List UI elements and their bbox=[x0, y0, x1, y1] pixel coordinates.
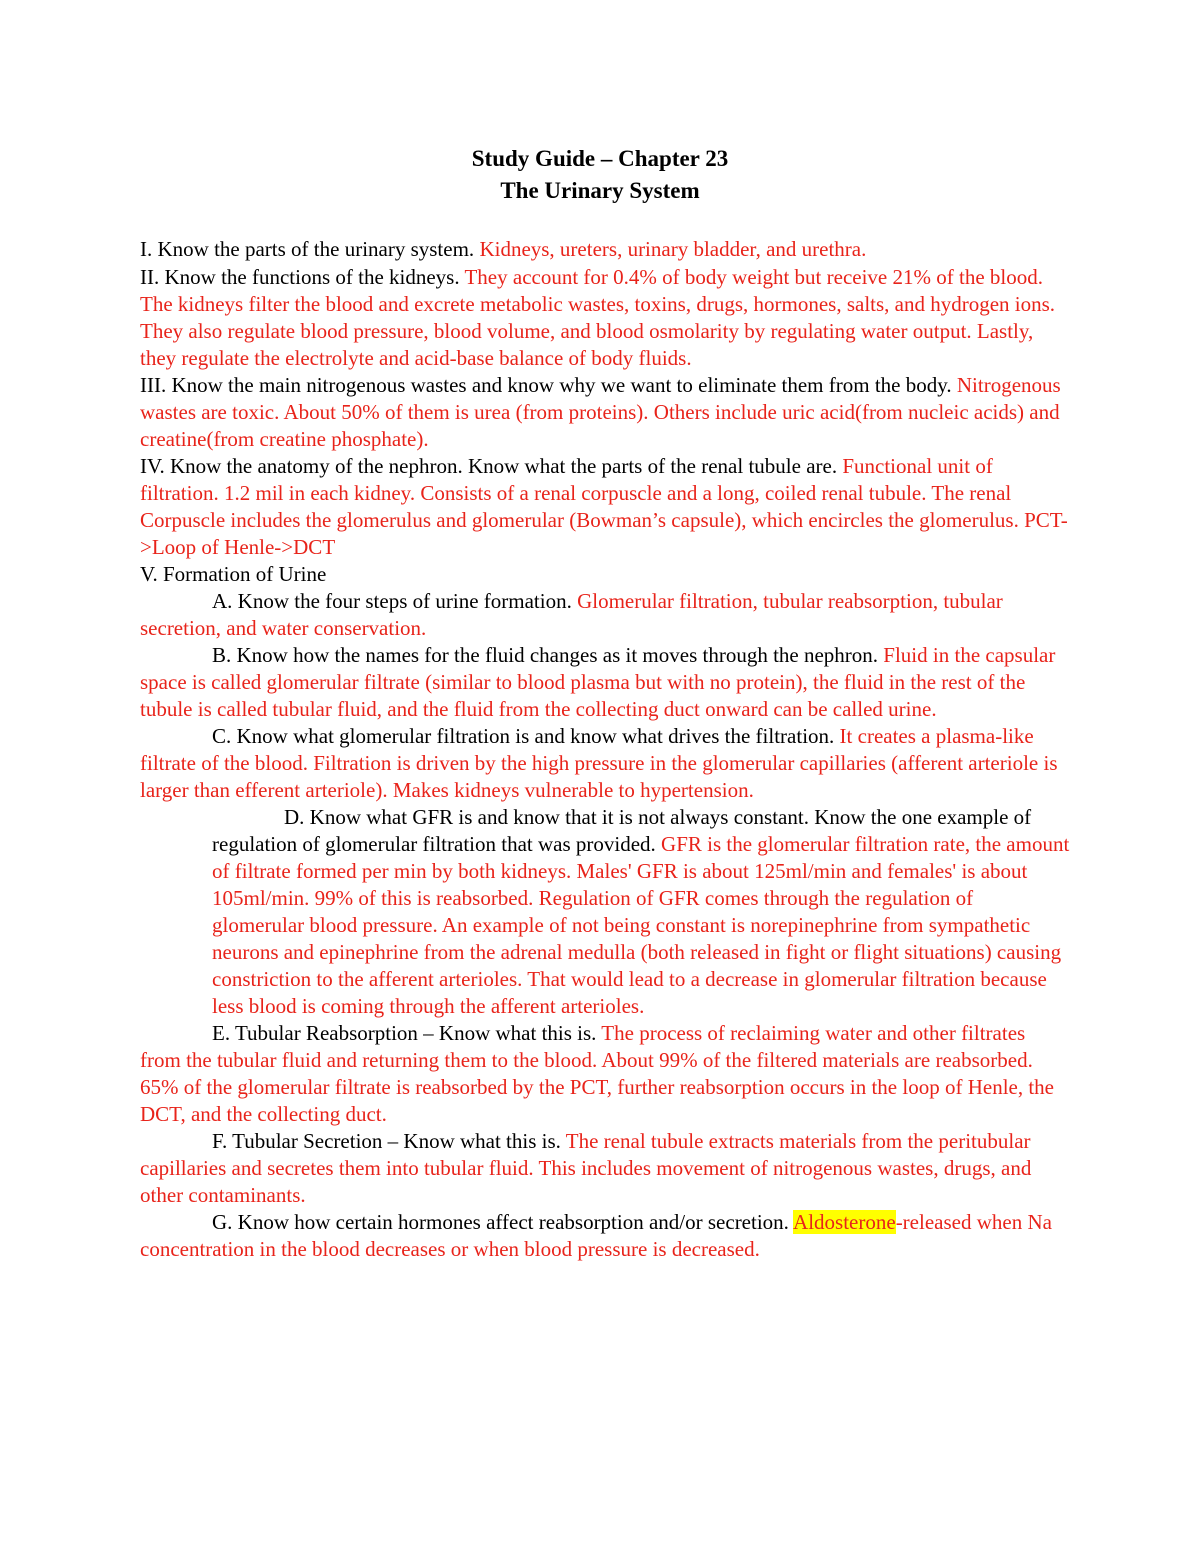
document-title: Study Guide – Chapter 23 bbox=[471, 146, 729, 171]
question-5e: E. Tubular Reabsorption – Know what this is. bbox=[212, 1021, 602, 1045]
question-5d: D. Know what GFR is and know that it is not always constant. Know the one example of regulation of glomerular filtration that was provided. bbox=[212, 805, 1032, 856]
question-5c: C. Know what glomerular filtration is and know what drives the filtration. bbox=[212, 724, 840, 748]
answer-5b: Fluid in the capsular space is called glomerular filtrate (similar to blood plasma but with no protein), the fluid in the rest of the tubule is called tubular fluid, and the fluid from the collecting duct onward can be called urine. bbox=[140, 643, 1056, 721]
subsection-a bbox=[140, 588, 1070, 642]
document-subtitle: The Urinary System bbox=[500, 178, 700, 203]
subsection-f bbox=[140, 1128, 1070, 1209]
answer-1: Kidneys, ureters, urinary bladder, and urethra. bbox=[479, 237, 867, 261]
answer-3: Nitrogenous wastes are toxic. About 50% of them is urea (from proteins). Others include uric acid(from nucleic acids) and creatine(from creatine phosphate). bbox=[140, 373, 1061, 451]
answer-5f: The renal tubule extracts materials from the peritubular capillaries and secretes them into tubular fluid. This includes movement of nitrogenous wastes, drugs, and other contaminants. bbox=[140, 1129, 1032, 1207]
question-1: I. Know the parts of the urinary system. bbox=[140, 237, 480, 261]
answer-5a: Glomerular filtration, tubular reabsorption, tubular secretion, and water conservation. bbox=[140, 589, 1003, 640]
subsection-d bbox=[140, 804, 1070, 1020]
subsection-e bbox=[140, 1020, 1070, 1128]
answer-5g: -released when Na concentration in the blood decreases or when blood pressure is decreased. bbox=[140, 1210, 1052, 1261]
answer-4: Functional unit of filtration. 1.2 mil in each kidney. Consists of a renal corpuscle and a long, coiled renal tubule. The renal Corpuscle includes the glomerulus and glomerular (Bowman’s capsule), which encircles the glomerulus. PCT->Loop of Henle->DCT bbox=[140, 454, 1068, 559]
answer-5d: GFR is the glomerular filtration rate, the amount of filtrate formed per min by both kidneys. Males' GFR is about 125ml/min and females' is about 105ml/min. 99% of this is reabsorbed. Regulation of GFR comes through the regulation of glomerular blood pressure. An example of not being constant is norepinephrine from sympathetic neurons and epinephrine from the adrenal medulla (both released in fight or flight situations) causing constriction to the afferent arterioles. That would lead to a decrease in glomerular filtration because less blood is coming through the afferent arterioles. bbox=[212, 832, 1070, 1018]
subsection-g bbox=[140, 1209, 1070, 1263]
section-3 bbox=[140, 372, 1070, 453]
section-4 bbox=[140, 453, 1070, 561]
section-2 bbox=[140, 264, 1070, 372]
subsection-c bbox=[140, 723, 1070, 804]
question-4: IV. Know the anatomy of the nephron. Know what the parts of the renal tubule are. bbox=[140, 454, 843, 478]
question-5g: G. Know how certain hormones affect reabsorption and/or secretion. bbox=[212, 1210, 794, 1234]
document-body bbox=[140, 236, 1070, 1263]
answer-5c: It creates a plasma-like filtrate of the blood. Filtration is driven by the high pressure in the glomerular capillaries (afferent arteriole is larger than efferent arteriole). Makes kidneys vulnerable to hypertension. bbox=[140, 724, 1058, 802]
section-1 bbox=[140, 236, 1070, 263]
answer-2: They account for 0.4% of body weight but receive 21% of the blood. The kidneys filter the blood and excrete metabolic wastes, toxins, drugs, hormones, salts, and hydrogen ions. They also regulate blood pressure, blood volume, and blood osmolarity by regulating water output. Lastly, they regulate the electrolyte and acid-base balance of body fluids. bbox=[140, 265, 1056, 370]
question-5f: F. Tubular Secretion – Know what this is. bbox=[212, 1129, 566, 1153]
section-5-heading: V. Formation of Urine bbox=[140, 562, 327, 586]
subsection-b bbox=[140, 642, 1070, 723]
question-3: III. Know the main nitrogenous wastes and know why we want to eliminate them from the body. bbox=[140, 373, 957, 397]
question-5a: A. Know the four steps of urine formation. bbox=[212, 589, 578, 613]
highlighted-term: Aldosterone bbox=[793, 1210, 896, 1234]
title-block bbox=[0, 143, 1200, 207]
question-5b: B. Know how the names for the fluid changes as it moves through the nephron. bbox=[212, 643, 884, 667]
question-2: II. Know the functions of the kidneys. bbox=[140, 265, 465, 289]
answer-5e: The process of reclaiming water and other filtrates from the tubular fluid and returning them to the blood. About 99% of the filtered materials are reabsorbed. 65% of the glomerular filtrate is reabsorbed by the PCT, further reabsorption occurs in the loop of Henle, the DCT, and the collecting duct. bbox=[140, 1021, 1055, 1126]
